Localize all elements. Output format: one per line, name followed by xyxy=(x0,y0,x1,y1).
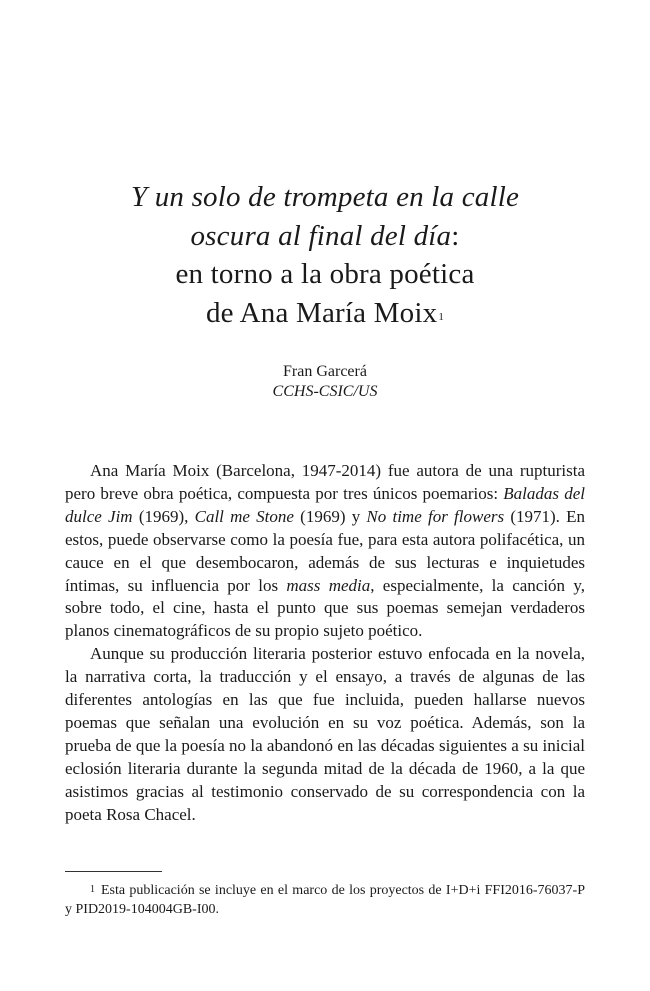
title-line-2: oscura al final del día: xyxy=(190,219,460,252)
footnote-divider xyxy=(65,871,162,872)
title-line-3: en torno a la obra poética xyxy=(175,258,475,290)
footnote xyxy=(65,881,585,919)
footnote-reference[interactable]: 1 xyxy=(438,310,445,323)
footnote-mark: 1 xyxy=(90,884,95,895)
author-name: Fran Garcerá xyxy=(283,363,367,380)
paragraph-2: Aunque su producción literaria posterior estuvo enfocada en la novela, la narrativa corta, la traducción y el ensayo, a través de algunas de las diferentes antologías en las que fue incluida, pueden hallarse nuevos poemas que señalan una evolución en su voz poética. Además, son la prueba de que la poesía no la abandonó en las décadas siguientes a su inicial eclosión literaria durante la segunda mitad de la década de 1960, a la que asistimos gracias al testimonio conservado de su correspondencia con la poeta Rosa Chacel. xyxy=(65,644,585,824)
title-line-4: de Ana María Moix$^1$ xyxy=(205,296,445,329)
article-title xyxy=(60,178,590,332)
footnote-text: Esta publicación se incluye en el marco de los proyectos de I+D+i FFI2016-76037-P y PID2019-104004GB-I00. xyxy=(65,883,585,917)
author-affiliation: CCHS-CSIC/US xyxy=(272,383,378,400)
title-line-1: Y un solo de trompeta en la calle xyxy=(130,181,520,213)
paragraph-1: Ana María Moix (Barcelona, 1947-2014) fue autora de una rupturista pero breve obra poética, compuesta por tres únicos poemarios: Baladas del dulce Jim (1969), Call me Stone (1969) y No time for flowers (1971). En estos, puede observarse como la poesía fue, para esta autora polifacética, un cauce en el que desembocaron, además de sus lecturas e inquietudes íntimas, su influencia por los mass media, especialmente, la canción y, sobre todo, el cine, hasta el punto que sus poemas semejan verdaderos planos cinematográficos de su propio sujeto poético. xyxy=(65,461,585,641)
body-text xyxy=(65,460,585,827)
